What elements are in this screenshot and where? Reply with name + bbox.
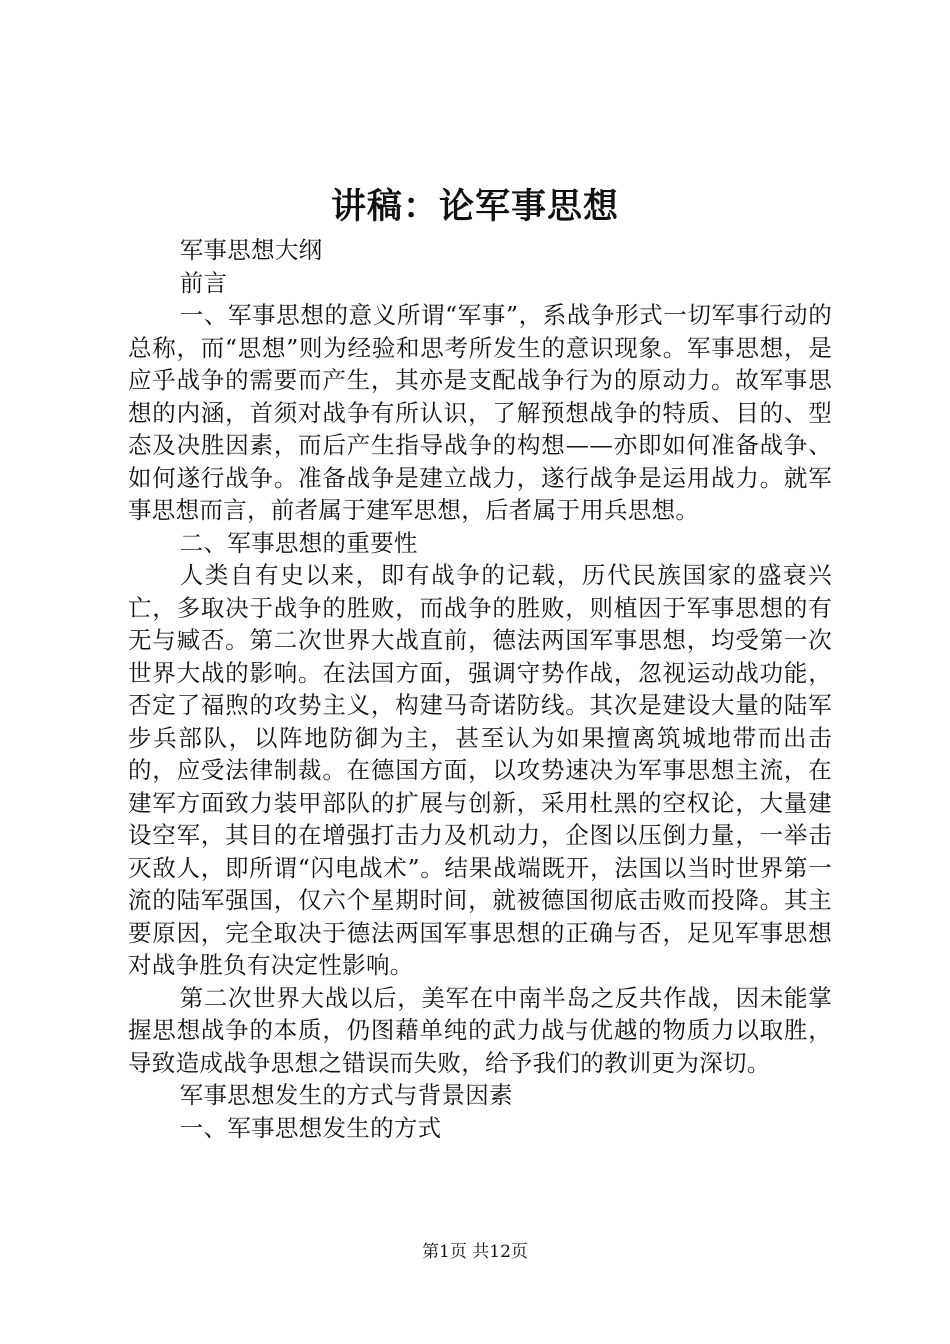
paragraph-preface-heading: 前言 xyxy=(179,268,228,297)
paragraph-origin-subheading: 一、军事思想发生的方式 xyxy=(179,1113,442,1142)
paragraph-origin-heading: 军事思想发生的方式与背景因素 xyxy=(179,1081,513,1109)
document-title: 讲稿：论军事思想 xyxy=(330,186,619,227)
document-body xyxy=(128,234,832,1144)
paragraph-importance-heading: 二、军事思想的重要性 xyxy=(179,528,418,557)
paragraph-history: 人类自有史以来，即有战争的记载，历代民族国家的盛衰兴亡，多取决于战争的胜败，而战争的胜败，则植因于军事思想的有无与臧否。第二次世界大战直前，德法两国军事思想，均受第一次世界大战的影响。在法国方面，强调守势作战，忽视运动战功能，否定了福煦的攻势主义，构建马奇诺防线。其次是建设大量的陆军步兵部队，以阵地防御为主，甚至认为如果擅离筑城地带而出击的，应受法律制裁。在德国方面，以攻势速决为军事思想主流，在建军方面致力装甲部队的扩展与创新，采用杜黑的空权论，大量建设空军，其目的在增强打击力及机动力，企图以压倒力量，一举击灭敌人，即所谓“闪电战术”。结果战端既开，法国以当时世界第一流的陆军强国，仅六个星期时间，就被德国彻底击败而投降。其主要原因，完全取决于德法两国军事思想的正确与否，足见军事思想对战争胜负有决定性影响。 xyxy=(128,561,832,979)
paragraph-outline-heading: 军事思想大纲 xyxy=(179,236,323,264)
page-number-footer: 第1页 共12页 xyxy=(422,1242,528,1262)
paragraph-meaning: 一、军事思想的意义所谓“军事”，系战争形式一切军事行动的总称，而“思想”则为经验和思考所发生的意识现象。军事思想，是应乎战争的需要而产生，其亦是支配战争行为的原动力。故军事思想的内涵，首须对战争有所认识，了解预想战争的特质、目的、型态及决胜因素，而后产生指导战争的构想——亦即如何准备战争、如何遂行战争。准备战争是建立战力，遂行战争是运用战力。就军事思想而言，前者属于建军思想，后者属于用兵思想。 xyxy=(128,301,832,524)
paragraph-postwar: 第二次世界大战以后，美军在中南半岛之反共作战，因未能掌握思想战争的本质，仍图藉单纯的武力战与优越的物质力以取胜，导致造成战争思想之错误而失败，给予我们的教训更为深切。 xyxy=(128,983,832,1077)
